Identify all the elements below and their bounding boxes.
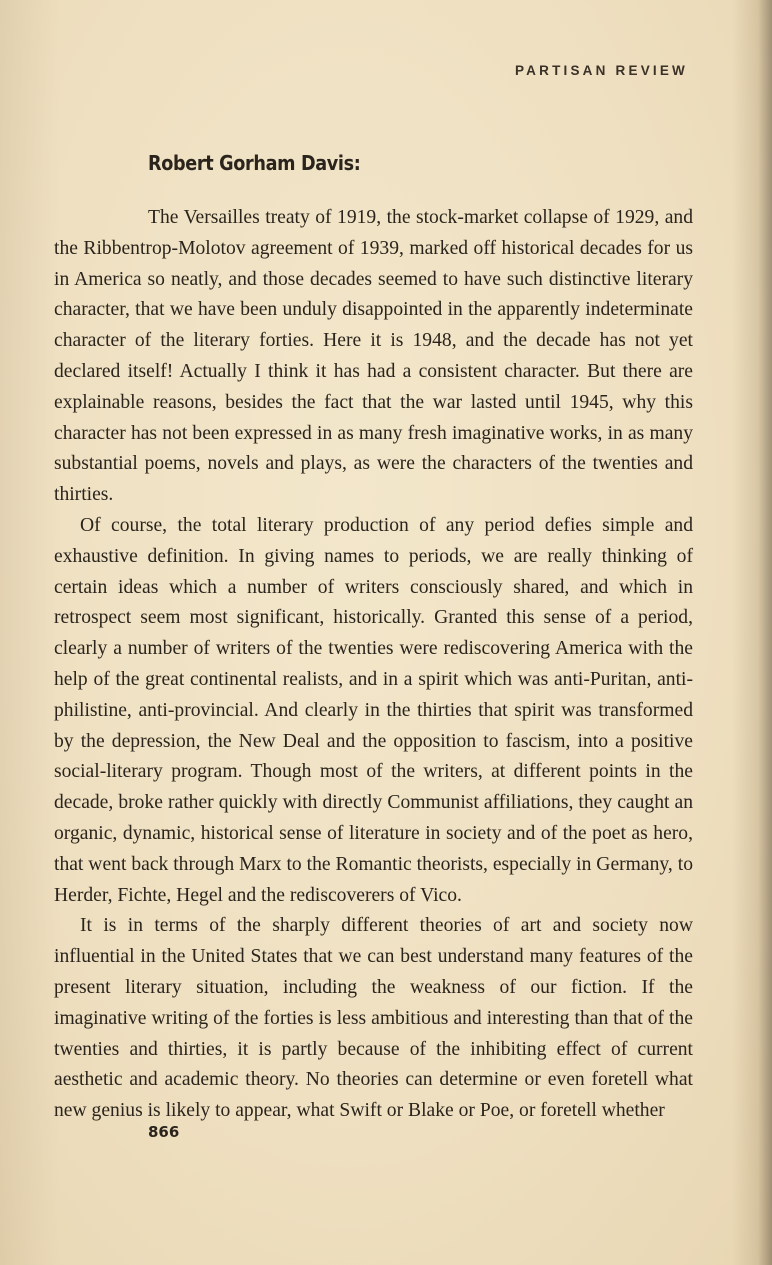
paragraph: Of course, the total literary production of any period defies simple and exhaustive definition. In giving names to periods, we are really thinking of certain ideas which a number of writers consciously shared, and which in retrospect seem most significant, historically. Granted this sense of a period, clearly a number of writers of the twenties were rediscovering America with the help of the great continental realists, and in a spirit which was anti-Puritan, anti-philistine, anti-provincial. And clearly in the thirties that spirit was transformed by the depression, the New Deal and the opposition to fascism, into a positive social-literary program. Though most of the writers, at different points in the decade, broke rather quickly with directly Communist affiliations, they caught an organic, dynamic, historical sense of literature in society and of the poet as hero, that went back through Marx to the Romantic theorists, especially in Germany, to Herder, Fichte, Hegel and the rediscoverers of Vico. xyxy=(54,514,693,906)
author-heading: Robert Gorham Davis: xyxy=(148,151,361,175)
running-head: PARTISAN REVIEW xyxy=(514,63,688,78)
page-number: 866 xyxy=(148,1123,180,1141)
paragraph: The Versailles treaty of 1919, the stock-market collapse of 1929, and the Ribbentrop-Molotov agreement of 1939, marked off historical decades for us in America so neatly, and those decades seemed to have such distinctive literary character, that we have been unduly disappointed in the apparently indeterminate character of the literary forties. Here it is 1948, and the decade has not yet declared itself! Actually I think it has had a consistent character. But there are explainable reasons, besides the fact that the war lasted until 1945, why this character has not been expressed in as many fresh imaginative works, in as many substantial poems, novels and plays, as were the characters of the twenties and thirties. xyxy=(54,207,693,506)
body-text xyxy=(54,203,693,1127)
paragraph: It is in terms of the sharply different theories of art and society now influential in the United States that we can best understand many features of the present literary situation, including the weakness of our fiction. If the imaginative writing of the forties is less ambitious and interesting than that of the twenties and thirties, it is partly because of the inhibiting effect of current aesthetic and academic theory. No theories can determine or even foretell what new genius is likely to appear, what Swift or Blake or Poe, or foretell whether xyxy=(54,915,693,1122)
